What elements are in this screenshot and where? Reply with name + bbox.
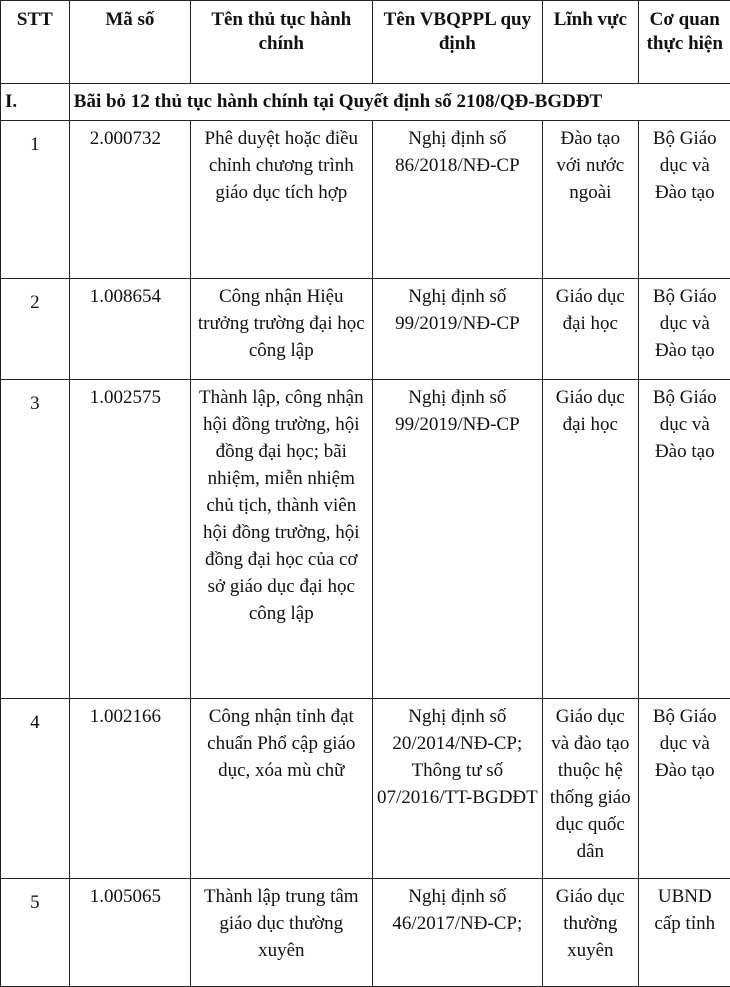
cell-stt: 1 (1, 121, 70, 279)
cell-van-ban: Nghị định số 46/2017/NĐ-CP; (372, 879, 542, 987)
cell-stt: 3 (1, 380, 70, 699)
table-row (1, 699, 730, 879)
cell-linh-vuc: Giáo dục đại học (543, 380, 638, 699)
table-row (1, 121, 730, 279)
cell-ma-so: 1.008654 (69, 279, 190, 380)
table-row (1, 380, 730, 699)
cell-ten-thu-tuc: Công nhận Hiệu trưởng trường đại học công lập (190, 279, 372, 380)
cell-van-ban: Nghị định số 99/2019/NĐ-CP (372, 380, 542, 699)
table-row (1, 879, 730, 987)
cell-co-quan: Bộ Giáo dục và Đào tạo (638, 380, 730, 699)
cell-ma-so: 1.002166 (69, 699, 190, 879)
cell-linh-vuc: Đào tạo với nước ngoài (543, 121, 638, 279)
cell-van-ban: Nghị định số 86/2018/NĐ-CP (372, 121, 542, 279)
cell-linh-vuc: Giáo dục đại học (543, 279, 638, 380)
header-row (1, 1, 730, 84)
cell-ma-so: 1.005065 (69, 879, 190, 987)
section-title: Bãi bỏ 12 thủ tục hành chính tại Quyết định số 2108/QĐ-BGDĐT (69, 84, 730, 121)
table-row (1, 279, 730, 380)
header-ma-so: Mã số (69, 1, 190, 84)
section-number: I. (1, 84, 70, 121)
header-stt: STT (1, 1, 70, 84)
cell-van-ban: Nghị định số 99/2019/NĐ-CP (372, 279, 542, 380)
cell-linh-vuc: Giáo dục thường xuyên (543, 879, 638, 987)
cell-stt: 4 (1, 699, 70, 879)
header-linh-vuc: Lĩnh vực (543, 1, 638, 84)
cell-co-quan: Bộ Giáo dục và Đào tạo (638, 279, 730, 380)
cell-ten-thu-tuc: Phê duyệt hoặc điều chỉnh chương trình giáo dục tích hợp (190, 121, 372, 279)
cell-co-quan: UBND cấp tỉnh (638, 879, 730, 987)
cell-stt: 2 (1, 279, 70, 380)
header-van-ban: Tên VBQPPL quy định (372, 1, 542, 84)
header-ten-thu-tuc: Tên thủ tục hành chính (190, 1, 372, 84)
cell-ma-so: 1.002575 (69, 380, 190, 699)
cell-linh-vuc: Giáo dục và đào tạo thuộc hệ thống giáo dục quốc dân (543, 699, 638, 879)
cell-co-quan: Bộ Giáo dục và Đào tạo (638, 121, 730, 279)
section-row (1, 84, 730, 121)
cell-van-ban: Nghị định số 20/2014/NĐ-CP; Thông tư số 07/2016/TT-BGDĐT (372, 699, 542, 879)
cell-co-quan: Bộ Giáo dục và Đào tạo (638, 699, 730, 879)
cell-ten-thu-tuc: Công nhận tỉnh đạt chuẩn Phổ cập giáo dục, xóa mù chữ (190, 699, 372, 879)
cell-ma-so: 2.000732 (69, 121, 190, 279)
header-co-quan: Cơ quan thực hiện (638, 1, 730, 84)
cell-stt: 5 (1, 879, 70, 987)
cell-ten-thu-tuc: Thành lập, công nhận hội đồng trường, hội đồng đại học; bãi nhiệm, miễn nhiệm chủ tịch, thành viên hội đồng trường, hội đồng đại học của cơ sở giáo dục đại học công lập (190, 380, 372, 699)
cell-ten-thu-tuc: Thành lập trung tâm giáo dục thường xuyên (190, 879, 372, 987)
